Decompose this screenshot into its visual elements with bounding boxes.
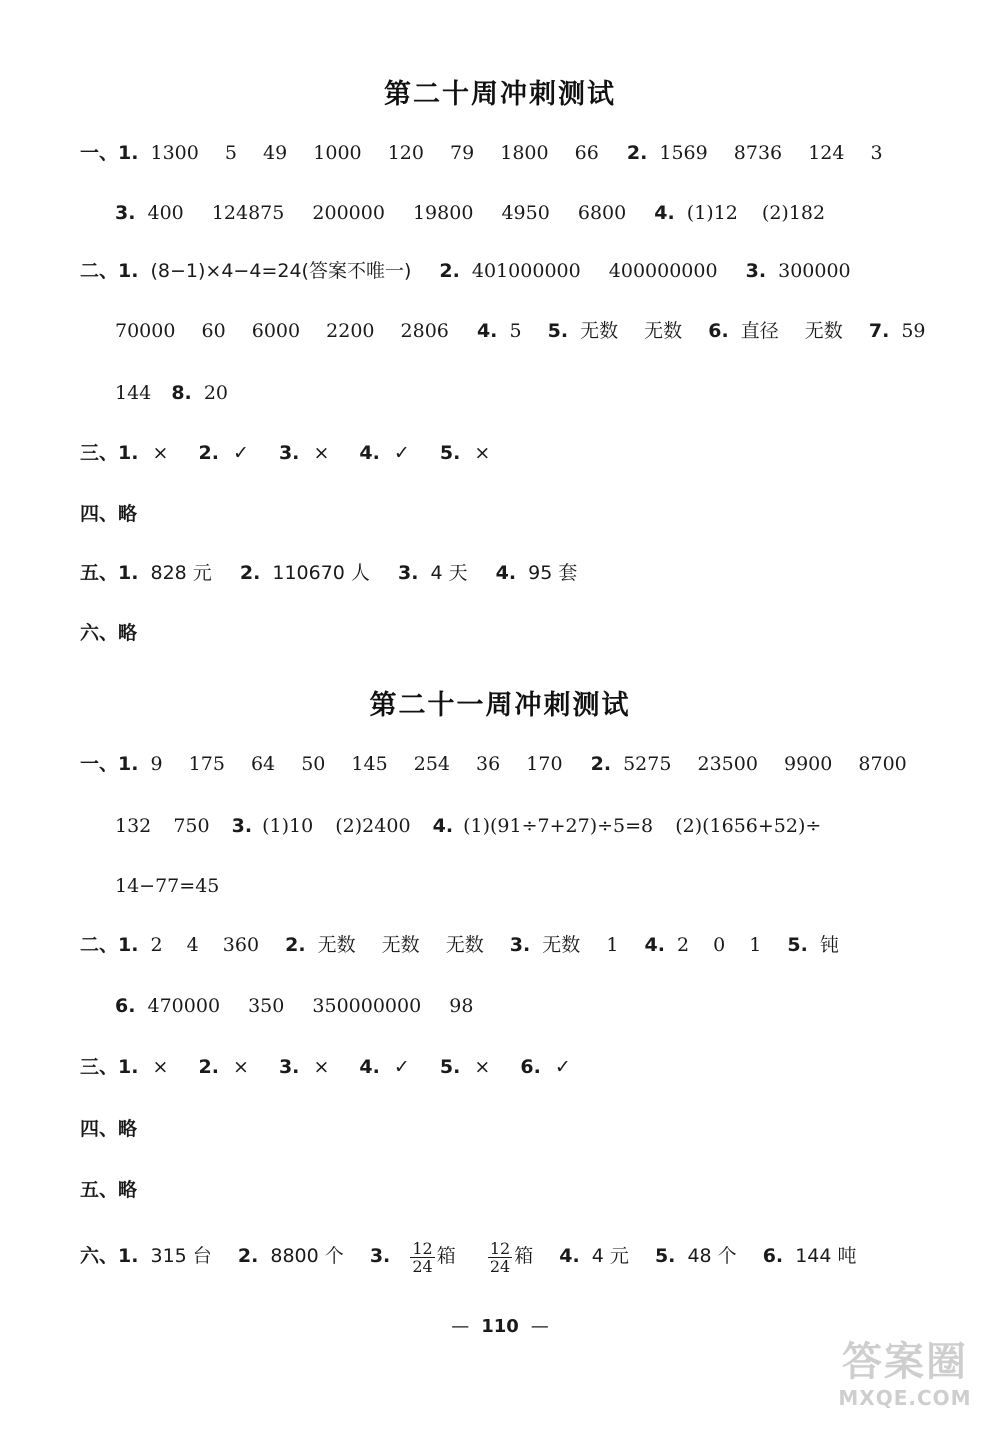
- answer-value: 5275: [623, 753, 672, 775]
- answer-value: 95 套: [528, 562, 578, 584]
- answer-value: ✓: [393, 442, 410, 464]
- item-number: 6.: [115, 995, 136, 1017]
- item-number: 2.: [237, 1245, 259, 1267]
- item-number: 二、1.: [80, 934, 139, 956]
- answer-value: ×: [474, 442, 491, 464]
- item-number: 3.: [509, 934, 531, 956]
- answer-value: ×: [152, 1056, 169, 1078]
- answer-value: 24: [489, 1256, 511, 1276]
- item-number: 4.: [476, 320, 498, 342]
- answer-value: 98: [449, 995, 474, 1017]
- item-number: 3.: [115, 202, 136, 224]
- item-number: 5.: [787, 934, 808, 956]
- item-number: 一、1.: [80, 753, 139, 775]
- answer-line: [80, 1116, 137, 1142]
- item-number: 8.: [171, 382, 192, 404]
- item-number: 2.: [239, 562, 261, 584]
- answer-value: 254: [413, 753, 450, 775]
- item-number: 5.: [439, 1056, 461, 1078]
- item-number: 4.: [359, 442, 380, 464]
- answer-value: 470000: [147, 995, 221, 1017]
- answer-line: [115, 993, 473, 1019]
- answer-value: 4 天: [430, 562, 468, 584]
- answer-value: 59: [901, 320, 926, 342]
- item-number: 六、略: [80, 622, 138, 644]
- answer-line: [80, 258, 851, 284]
- answer-line: [80, 140, 883, 166]
- item-number: 4.: [359, 1056, 380, 1078]
- item-number: 五、1.: [80, 562, 139, 584]
- item-number: 3.: [397, 562, 419, 584]
- answer-value: —: [530, 1316, 549, 1337]
- answer-value: 无数: [580, 320, 619, 342]
- answer-value: 2806: [400, 320, 449, 342]
- answer-value: 145: [351, 753, 388, 775]
- answer-value: 110670 人: [272, 562, 370, 584]
- answer-value: 828 元: [150, 562, 212, 584]
- answer-value: 144: [115, 382, 152, 404]
- answer-line: [115, 318, 926, 344]
- item-number: 4.: [644, 934, 665, 956]
- item-number: 二、1.: [80, 260, 139, 282]
- answer-value: 0: [713, 934, 726, 956]
- answer-value: —: [451, 1316, 470, 1337]
- answer-value: 无数: [644, 320, 683, 342]
- answer-line: [115, 200, 825, 226]
- answer-value: 400: [147, 202, 184, 224]
- answer-value: 1: [749, 934, 762, 956]
- answer-value: 箱: [514, 1245, 534, 1267]
- answer-value: 20: [203, 382, 228, 404]
- answer-value: ✓: [393, 1056, 410, 1078]
- answer-value: 直径: [740, 320, 779, 342]
- section-title-week-21: 第二十一周冲刺测试: [369, 690, 631, 721]
- answer-value: 750: [173, 815, 210, 837]
- answer-value: ×: [313, 442, 330, 464]
- item-number: 三、1.: [80, 1056, 139, 1078]
- answer-value: 50: [301, 753, 326, 775]
- answer-value: 钝: [819, 934, 839, 956]
- answer-value: 12: [412, 1238, 433, 1258]
- answer-value: 5: [224, 142, 237, 164]
- answer-value: ×: [474, 1056, 491, 1078]
- answer-value: 无数: [445, 934, 484, 956]
- answer-value: 4950: [501, 202, 550, 224]
- answer-value: 6000: [251, 320, 301, 342]
- answer-value: 5: [509, 320, 522, 342]
- item-number: 6.: [708, 320, 729, 342]
- answer-value: 9: [150, 753, 163, 775]
- item-number: 五、略: [80, 1179, 138, 1201]
- answer-value: (2)(1656+52)÷: [675, 815, 822, 837]
- answer-value: 175: [188, 753, 225, 775]
- item-number: 四、略: [80, 503, 138, 525]
- item-number: 六、1.: [80, 1245, 139, 1267]
- item-number: 2.: [285, 934, 306, 956]
- answer-value: 36: [476, 753, 501, 775]
- answer-value: 2: [676, 934, 690, 956]
- answer-value: 144 吨: [795, 1245, 857, 1267]
- item-number: 3.: [745, 260, 767, 282]
- answer-value: 4 元: [591, 1245, 629, 1267]
- answer-value: ✓: [232, 442, 249, 464]
- answer-value: 70000: [115, 320, 176, 342]
- answer-value: 350: [248, 995, 285, 1017]
- answer-line: [80, 1234, 857, 1278]
- item-number: 3.: [369, 1245, 391, 1267]
- answer-value: 19800: [412, 202, 474, 224]
- answer-line: [80, 620, 137, 646]
- item-number: 4.: [495, 562, 517, 584]
- answer-value: 400000000: [608, 260, 718, 282]
- answer-value: ✓: [554, 1056, 571, 1078]
- answer-value: 无数: [804, 320, 843, 342]
- item-number: 5.: [439, 442, 461, 464]
- answer-line: [115, 380, 228, 406]
- answer-value: 315 台: [150, 1245, 212, 1267]
- watermark-logo: 答案圈 MXQE.COM: [838, 1339, 972, 1410]
- item-number: 2.: [439, 260, 460, 282]
- answer-value: 无数: [381, 934, 420, 956]
- answer-value: 350000000: [312, 995, 422, 1017]
- answer-value: (8−1)×4−4=24(答案不唯一): [150, 260, 412, 282]
- answer-value: 110: [481, 1316, 519, 1337]
- answer-value: 箱: [436, 1245, 456, 1267]
- item-number: 3.: [278, 1056, 300, 1078]
- answer-line: [115, 873, 219, 899]
- answer-value: 3: [870, 142, 883, 164]
- answer-value: 8800 个: [270, 1245, 344, 1267]
- item-number: 四、略: [80, 1118, 138, 1140]
- answer-value: 124875: [211, 202, 285, 224]
- answer-value: 23500: [697, 753, 758, 775]
- answer-value: 2: [150, 934, 163, 956]
- answer-value: 120: [387, 142, 424, 164]
- answer-value: ×: [152, 442, 169, 464]
- answer-value: 9900: [784, 753, 833, 775]
- answer-value: 64: [250, 753, 276, 775]
- answer-value: 4: [186, 934, 199, 956]
- answer-value: 1300: [150, 142, 199, 164]
- answer-value: 79: [450, 142, 475, 164]
- answer-value: (1)10: [262, 815, 314, 837]
- answer-value: 48 个: [687, 1245, 737, 1267]
- answer-value: ×: [232, 1056, 249, 1078]
- answer-value: 360: [222, 934, 260, 956]
- item-number: 5.: [654, 1245, 676, 1267]
- fraction: [488, 1240, 512, 1275]
- answer-line: [80, 501, 137, 527]
- item-number: 4.: [559, 1245, 580, 1267]
- answer-line: [80, 440, 490, 466]
- answer-line: [115, 813, 821, 839]
- answer-value: 2200: [326, 320, 375, 342]
- answer-value: 60: [201, 320, 226, 342]
- answer-value: (1)12: [686, 202, 738, 224]
- answer-value: (2)2400: [335, 815, 411, 837]
- item-number: 三、1.: [80, 442, 139, 464]
- answer-value: 66: [574, 142, 599, 164]
- answer-value: 124: [808, 142, 845, 164]
- answer-line: [80, 1054, 571, 1080]
- fraction: [410, 1240, 434, 1275]
- answer-value: 6800: [577, 202, 627, 224]
- answer-line: [80, 560, 577, 586]
- section-title-week-20: 第二十周冲刺测试: [384, 79, 616, 110]
- answer-value: 8700: [858, 753, 907, 775]
- item-number: 2.: [590, 753, 612, 775]
- answer-value: (1)(91÷7+27)÷5=8: [463, 815, 654, 837]
- answer-value: 1: [606, 934, 619, 956]
- item-number: 一、1.: [80, 142, 139, 164]
- item-number: 6.: [762, 1245, 784, 1267]
- answer-value: 无数: [317, 934, 356, 956]
- answer-value: 170: [526, 753, 563, 775]
- answer-value: (2)182: [761, 202, 826, 224]
- answer-value: 12: [489, 1238, 511, 1258]
- answer-line: [80, 751, 907, 777]
- item-number: 5.: [547, 320, 569, 342]
- answer-value: 49: [263, 142, 288, 164]
- item-number: 4.: [654, 202, 675, 224]
- answer-value: 24: [412, 1256, 433, 1276]
- answer-line: [80, 1177, 137, 1203]
- answer-value: 401000000: [471, 260, 581, 282]
- answer-value: 1000: [313, 142, 362, 164]
- answer-value: 300000: [778, 260, 851, 282]
- item-number: 3.: [231, 815, 253, 837]
- answer-value: 14−77=45: [115, 875, 220, 897]
- answer-line: [80, 932, 839, 958]
- item-number: 4.: [432, 815, 454, 837]
- answer-value: 1800: [500, 142, 549, 164]
- answer-value: ×: [313, 1056, 330, 1078]
- answer-value: 200000: [312, 202, 385, 224]
- answer-value: 无数: [542, 934, 581, 956]
- item-number: 2.: [198, 1056, 219, 1078]
- item-number: 6.: [520, 1056, 541, 1078]
- item-number: 7.: [868, 320, 890, 342]
- page-number: [0, 1316, 1000, 1337]
- answer-value: 1569: [659, 142, 708, 164]
- answer-value: 8736: [733, 142, 783, 164]
- item-number: 2.: [198, 442, 219, 464]
- item-number: 3.: [278, 442, 300, 464]
- item-number: 2.: [626, 142, 648, 164]
- answer-value: 132: [115, 815, 152, 837]
